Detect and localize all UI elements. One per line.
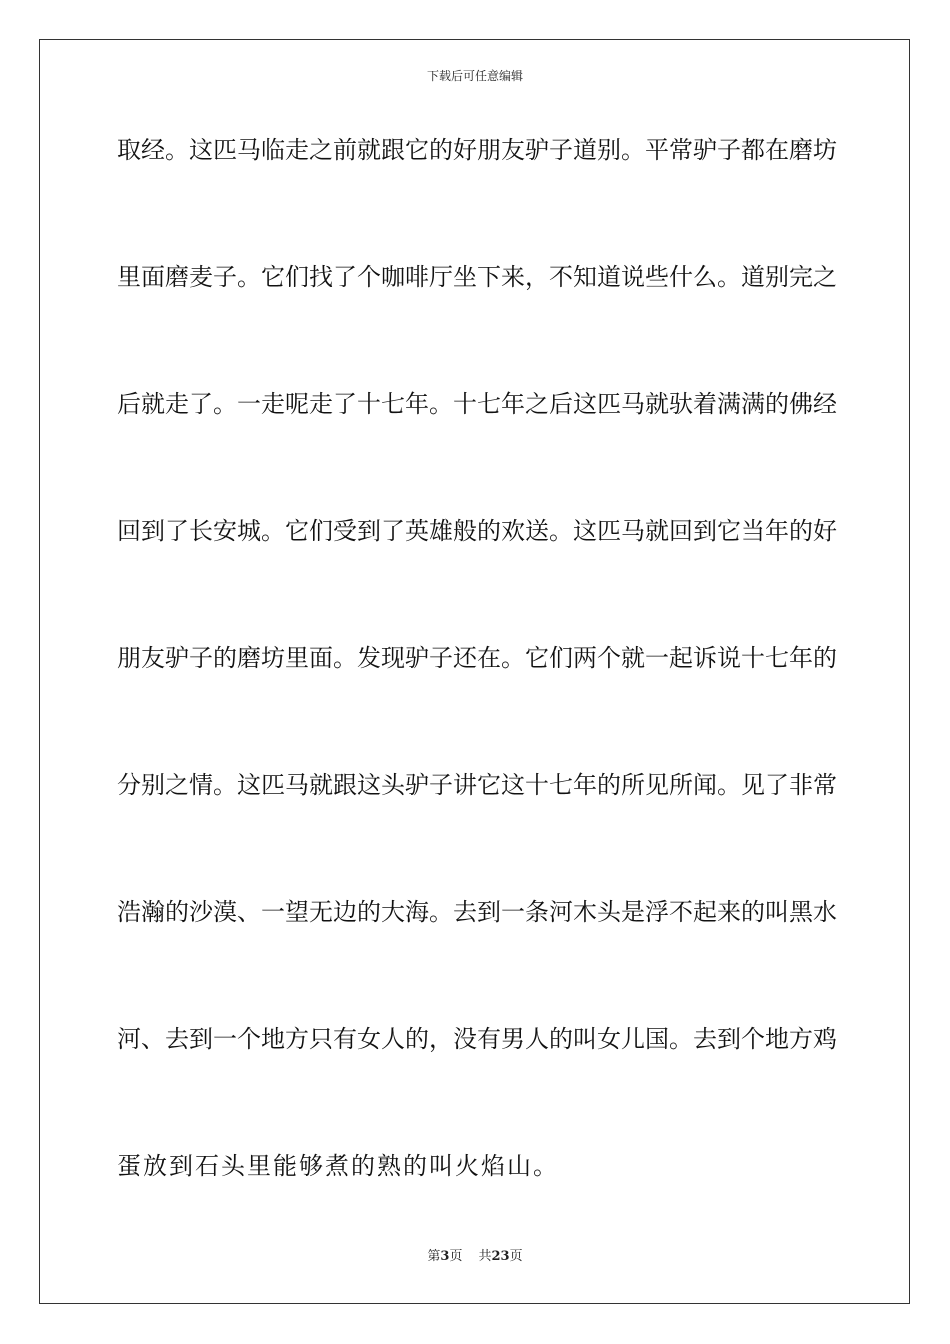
- page-label-suffix: 页: [449, 1249, 463, 1264]
- body-line-5: 朋友驴子的磨坊里面。发现驴子还在。它们两个就一起诉说十七年的: [117, 644, 837, 672]
- body-line-6: 分别之情。这匹马就跟这头驴子讲它这十七年的所见所闻。见了非常: [117, 771, 837, 799]
- body-line-1: 取经。这匹马临走之前就跟它的好朋友驴子道别。平常驴子都在磨坊: [117, 136, 837, 164]
- page-label-prefix: 第: [427, 1249, 441, 1264]
- current-page-number: 3: [440, 1249, 450, 1264]
- body-line-7: 浩瀚的沙漠、一望无边的大海。去到一条河木头是浮不起来的叫黑水: [117, 898, 837, 926]
- total-label-suffix: 页: [509, 1249, 523, 1264]
- body-line-4: 回到了长安城。它们受到了英雄般的欢送。这匹马就回到它当年的好: [117, 517, 837, 545]
- total-label-prefix: 共: [478, 1249, 492, 1264]
- body-line-8: 河、去到一个地方只有女人的，没有男人的叫女儿国。去到个地方鸡: [117, 1025, 837, 1053]
- header-note: 下载后可任意编辑: [426, 69, 523, 83]
- body-line-9: 蛋放到石头里能够煮的熟的叫火焰山。: [117, 1152, 559, 1180]
- body-line-2: 里面磨麦子。它们找了个咖啡厅坐下来，不知道说些什么。道别完之: [117, 263, 837, 291]
- total-page-count: 23: [491, 1249, 510, 1264]
- document-body: [117, 130, 837, 1273]
- body-line-3: 后就走了。一走呢走了十七年。十七年之后这匹马就驮着满满的佛经: [117, 390, 837, 418]
- page-footer: [0, 1248, 950, 1266]
